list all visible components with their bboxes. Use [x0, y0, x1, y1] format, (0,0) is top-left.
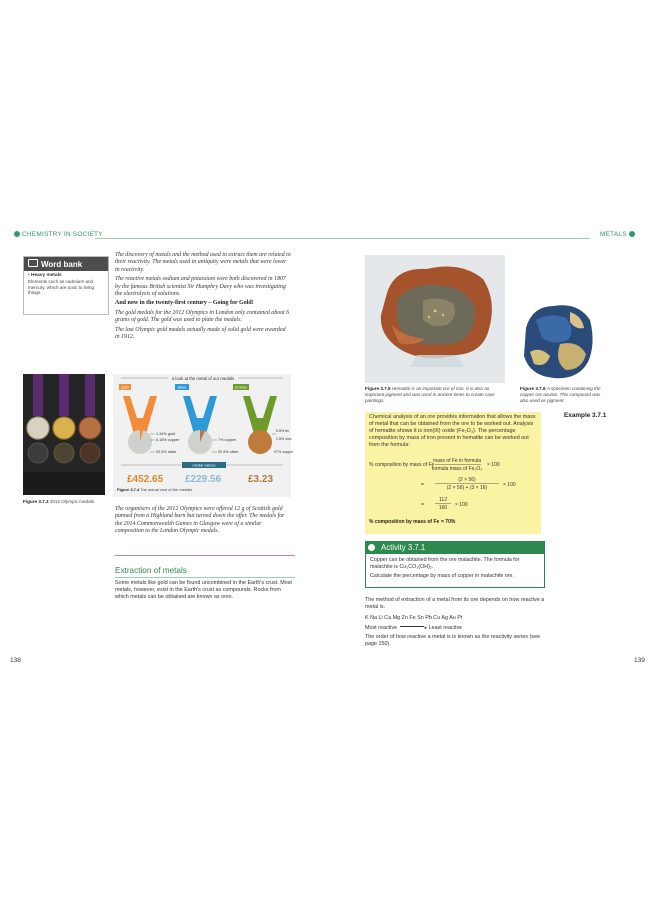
word-bank-term: • Heavy metals [28, 273, 62, 278]
bronze-comp-3: 97% copper [274, 450, 294, 454]
left-running-header [14, 231, 103, 238]
paragraph: The reactive metals sodium and potassium were both discovered in 1807 by the famous British scientist Sir Humphry Davy who was investigating the electrolysis of solutions. [115, 276, 286, 298]
medal-infographic-svg [113, 374, 294, 497]
activity-line-1: Copper can be obtained from the ore malachite. The formula for malachite is Cu₂CO₃(OH)₂. [370, 557, 520, 570]
equals-sign: = [421, 502, 424, 508]
formula-lhs: % composition by mass of Fe [369, 462, 435, 468]
azurite-photo [520, 300, 596, 383]
gold-comp-3: 92.5% silver [156, 450, 177, 454]
glasgow-text [115, 506, 291, 538]
step2-denominator: (2 × 56) + (3 × 16) [446, 485, 488, 491]
azurite-caption: Figure 3.7.6 A specimen containing the copper ore azurite. This compound was also used as pigment. [520, 386, 601, 403]
bronze-medal-disc [248, 430, 272, 454]
left-page-number: 138 [10, 657, 21, 664]
word-bank [23, 256, 109, 315]
hematite-photo [365, 255, 505, 383]
extraction-heading: Extraction of metals [115, 566, 187, 575]
book-icon [28, 259, 38, 267]
activity-icon [368, 544, 375, 551]
paragraph: The gold medals for the 2012 Olympics in London only contained about 6 grams of gold. The gold was used to plate the medals. [115, 309, 290, 324]
medals-photo-caption: Figure 3.7.3 2012 Olympic medals [23, 499, 94, 504]
arrow-right-icon [400, 626, 424, 627]
formula-numerator: mass of Fe in formula [432, 458, 482, 464]
reactivity-series-note: The order of how reactive a metal is is known as the reactivity series (see page 150). [365, 633, 540, 648]
step3-denominator: 160 [438, 505, 448, 511]
reactivity-series: K Na Li Ca Mg Zn Fe Sn Pb Cu Ag Au Pt [365, 615, 463, 622]
value-banner: medal values [192, 462, 216, 468]
equals-sign: = [421, 482, 424, 488]
medals-illustration [23, 374, 105, 495]
word-bank-title: Word bank [24, 257, 108, 271]
step3-numerator: 112 [439, 497, 447, 503]
chart-caption-label: Figure 3.7.4 [117, 487, 140, 492]
silver-value: £229.56 [185, 474, 222, 485]
left-header-title: CHEMISTRY IN SOCIETY [22, 231, 103, 238]
gold-tag-label: gold [121, 385, 129, 390]
activity-line-2: Calculate the percentage by mass of copper in malachite ore. [370, 573, 514, 579]
step2-numerator: (2 × 56) [458, 477, 476, 483]
azurite-illustration [520, 300, 596, 383]
silver-tag-label: silver [177, 385, 187, 390]
right-running-header [600, 231, 635, 238]
worked-example [365, 412, 541, 534]
gold-comp-2: 6.16% copper [156, 438, 180, 442]
example-intro: Chemical analysis of an ore provides information that allows the mass of metal that can be obtained from the ore to be worked out. Analysis of hematite shows it is iron(III) oxide (Fe₂O₃). The percentage composition by mass of iron present in hematite can be worked out from the formula: [369, 414, 536, 448]
least-reactive-label: Least reactive [428, 624, 463, 631]
bullet-icon [14, 231, 20, 237]
chart-caption-text: The actual cost of the medals [140, 487, 193, 492]
word-bank-definition: Elements such as cadmium and mercury, which are toxic to living things. [28, 279, 95, 296]
intro-text [115, 252, 291, 343]
paragraph: The discovery of metals and the method used to extract them are related to their reactivity. The metals used in antiquity were metals that were lower in reactivity. [115, 252, 291, 273]
activity-title: Activity 3.7.1 [381, 543, 426, 552]
reactivity-intro: The method of extraction of a metal from its ore depends on how reactive a metal is. [365, 597, 545, 611]
reactivity-section [365, 597, 547, 650]
times-100: × 100 [455, 502, 468, 508]
result-rhs: = 70% [441, 519, 456, 525]
bronze-value: £3.23 [248, 474, 274, 485]
bronze-comp-1: 0.5% tin [276, 429, 289, 433]
most-reactive-label: Most reactive [365, 624, 398, 631]
right-page-number: 139 [634, 657, 645, 664]
bronze-comp-2: 2.5% zinc [276, 437, 292, 441]
paragraph: The organisers of the 2012 Olympics were offered 12 g of Scottish gold panned from a Highland burn but turned down the offer. The medals for the 2014 Commonwealth Games in Glasgow were of a similar composition to the London Olympic medals. [115, 506, 285, 535]
example-formula [365, 456, 541, 534]
bronze-tag-label: bronze [235, 385, 247, 390]
gold-heading: And now in the twenty-first century – Going for Gold! [115, 300, 254, 307]
right-header-title: METALS [600, 231, 627, 238]
activity-box [365, 554, 545, 588]
banner-text: a look at the metal of our medals [171, 376, 235, 381]
reactivity-arrow-row: Most reactive ▸ Least reactive [365, 624, 463, 631]
gold-value: £452.65 [127, 474, 164, 485]
paragraph: The last Olympic gold medals actually made of solid gold were awarded in 1912. [115, 326, 286, 341]
extraction-text [115, 580, 295, 604]
silver-comp-1: 7% copper [218, 438, 237, 442]
paragraph: Some metals like gold can be found uncombined in the Earth's crust. Most metals, however, exist in the Earth's crust as compounds. Rocks from which metals can be obtained are known as ores. [115, 580, 292, 601]
times-100: × 100 [487, 462, 500, 468]
section-rule-bottom [115, 577, 295, 578]
formula-denominator: formula mass of Fe₂O₃ [431, 466, 483, 472]
result-lhs: % composition by mass of Fe [369, 519, 440, 525]
header-rule [95, 238, 590, 239]
medal-infographic [113, 374, 294, 497]
bullet-icon [629, 231, 635, 237]
times-100: × 100 [503, 482, 516, 488]
gold-comp-1: 1.34% gold [156, 432, 175, 436]
hematite-caption: Figure 3.7.5 Hematite is an important ore of iron. It is also an important pigment and was used in ancient times to create cave paintings. [365, 386, 495, 403]
hematite-illustration [365, 255, 505, 383]
olympic-medals-photo [23, 374, 105, 495]
example-title: Example 3.7.1 [564, 412, 607, 419]
section-rule-top [115, 555, 295, 556]
activity-header [365, 541, 545, 554]
silver-comp-2: 92.5% silver [218, 450, 239, 454]
